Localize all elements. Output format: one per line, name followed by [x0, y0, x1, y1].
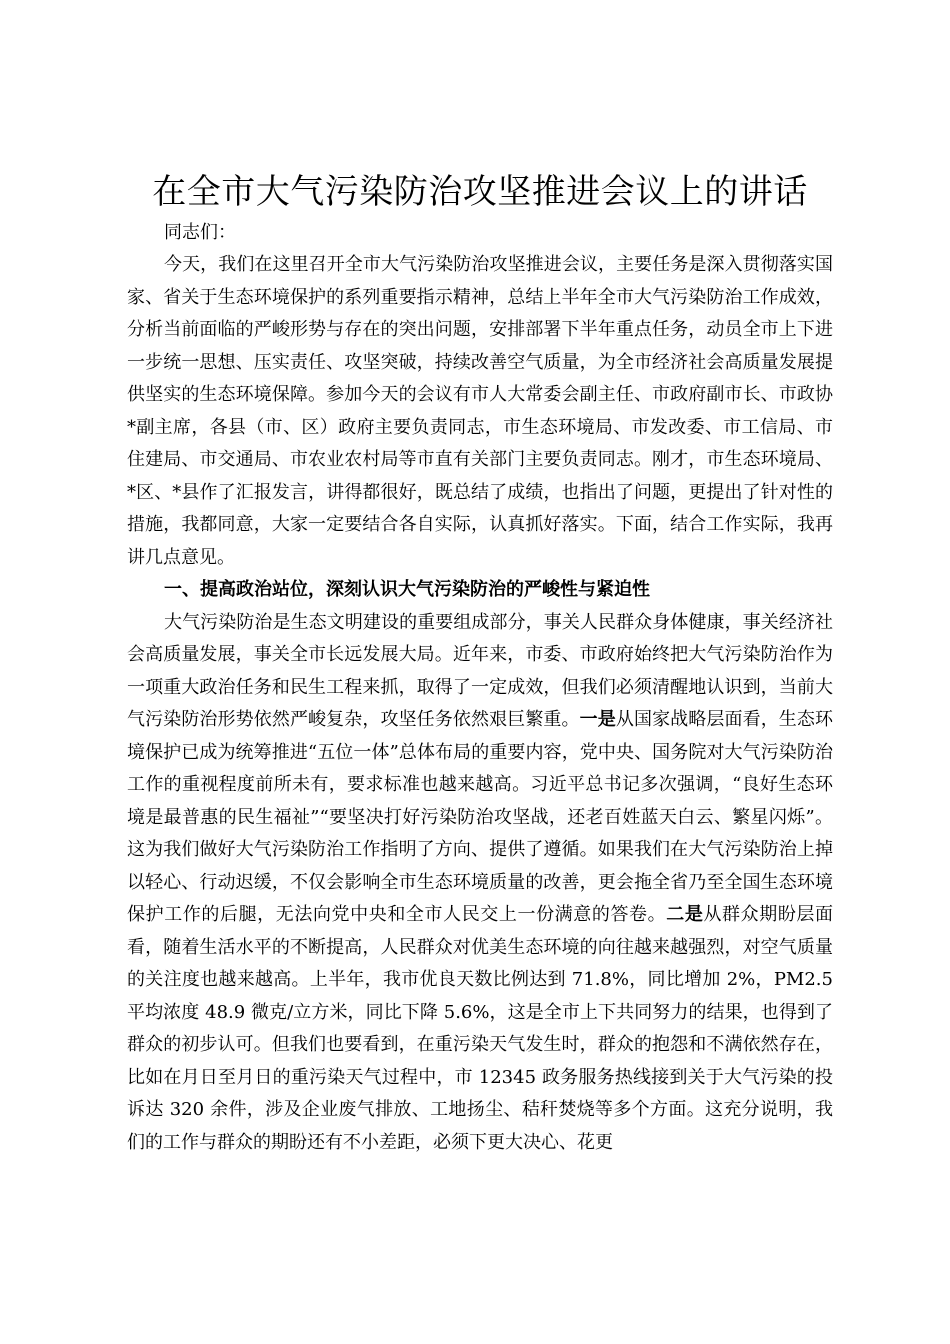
- section-paragraph: [127, 607, 833, 1160]
- point-marker-one: 一是: [579, 709, 616, 730]
- intro-paragraph: 今天，我们在这里召开全市大气污染防治攻坚推进会议，主要任务是深入贯彻落实国家、省关于生态环境保护的系列重要指示精神，总结上半年全市大气污染防治工作成效，分析当前面临的严峻形势与存在的突出问题，安排部署下半年重点任务，动员全市上下进一步统一思想、压实责任、攻坚突破，持续改善空气质量，为全市经济社会高质量发展提供坚实的生态环境保障。参加今天的会议有市人大常委会副主任、市政府副市长、市政协*副主席，各县（市、区）政府主要负责同志，市生态环境局、市发改委、市工信局、市住建局、市交通局、市农业农村局等市直有关部门主要负责同志。刚才，市生态环境局、*区、*县作了汇报发言，讲得都很好，既总结了成绩，也指出了问题，更提出了针对性的措施，我都同意，大家一定要结合各自实际，认真抓好落实。下面，结合工作实际，我再讲几点意见。: [127, 254, 833, 568]
- document-page: [127, 168, 833, 1159]
- greeting: 同志们：: [164, 222, 236, 243]
- paragraph-text: 从国家战略层面看，生态环境保护已成为统筹推进“五位一体”总体布局的重要内容，党中央、国务院对大气污染防治工作的重视程度前所未有，要求标准也越来越高。习近平总书记多次强调，“良好生态环境是最普惠的民生福祉”“要坚决打好污染防治攻坚战，还老百姓蓝天白云、繁星闪烁”。这为我们做好大气污染防治工作指明了方向、提供了遵循。如果我们在大气污染防治上掉以轻心、行动迟缓，不仅会影响全市生态环境质量的改善，更会拖全省乃至全国生态环境保护工作的后腿，无法向党中央和全市人民交上一份满意的答卷。: [127, 709, 834, 925]
- section-heading: 一、提高政治站位，深刻认识大气污染防治的严峻性与紧迫性: [164, 579, 650, 600]
- paragraph-text: 大气污染防治是生态文明建设的重要组成部分，事关人民群众身体健康，事关经济社会高质量发展，事关全市长远发展大局。近年来，市委、市政府始终把大气污染防治作为一项重大政治任务和民生工程来抓，取得了一定成效，但我们必须清醒地认识到，当前大气污染防治形势依然严峻复杂，攻坚任务依然艰巨繁重。: [127, 611, 833, 730]
- point-marker-two: 二是: [666, 904, 704, 925]
- paragraph-text: 从群众期盼层面看，随着生活水平的不断提高，人民群众对优美生态环境的向往越来越强烈，对空气质量的关注度也越来越高。上半年，我市优良天数比例达到 71.8%，同比增加 2%，PM2.5 平均浓度 48.9 微克/立方米，同比下降 5.6%，这是全市上下共同努力的结果，也得到了群众的初步认可。但我们也要看到，在重污染天气发生时，群众的抱怨和不满依然存在，比如在月日至月日的重污染天气过程中，市 12345 政务服务热线接到关于大气污染的投诉达 320 余件，涉及企业废气排放、工地扬尘、秸秆焚烧等多个方面。这充分说明，我们的工作与群众的期盼还有不小差距，必须下更大决心、花更: [127, 904, 834, 1153]
- document-title: 在全市大气污染防治攻坚推进会议上的讲话: [152, 172, 808, 212]
